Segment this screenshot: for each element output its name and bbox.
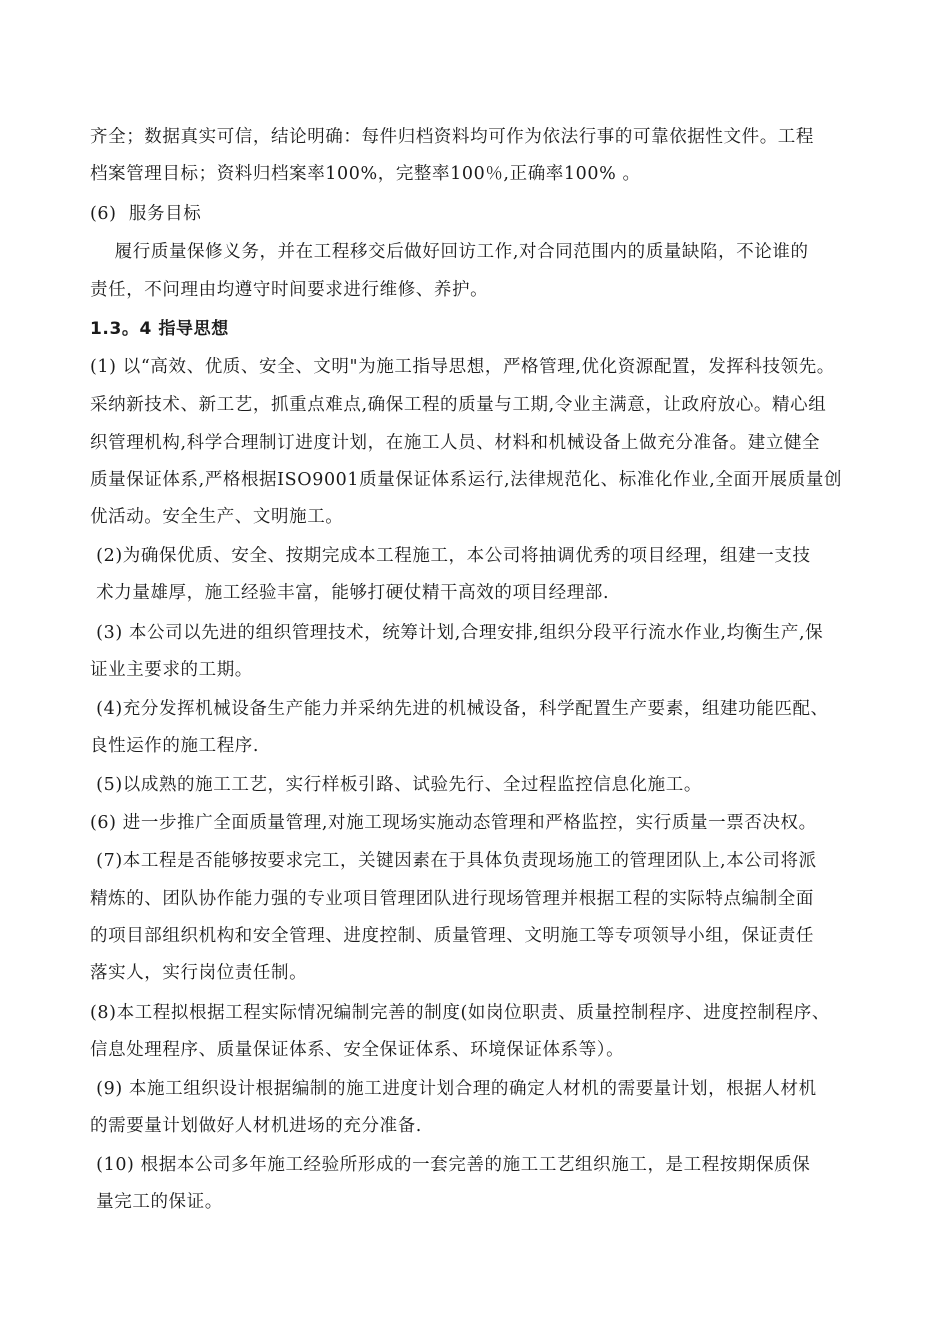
text-line: (6) 进一步推广全面质量管理,对施工现场实施动态管理和严格监控，实行质量一票否决权。 (90, 813, 817, 833)
text-line: 履行质量保修义务，并在工程移交后做好回访工作,对合同范围内的质量缺陷，不论谁的 (90, 242, 809, 262)
text-line: 量完工的保证。 (90, 1192, 223, 1212)
text-line: 精炼的、团队协作能力强的专业项目管理团队进行现场管理并根据工程的实际特点编制全面 (90, 889, 814, 909)
text-line: 信息处理程序、质量保证体系、安全保证体系、环境保证体系等）。 (90, 1040, 625, 1060)
text-line: 齐全；数据真实可信，结论明确：每件归档资料均可作为依法行事的可靠依据性文件。工程 (90, 127, 814, 147)
section-heading: 1.3。4 指导思想 (90, 319, 229, 339)
text-line: (1) 以“高效、优质、安全、文明"为施工指导思想，严格管理,优化资源配置，发挥科技领先。 (90, 357, 835, 377)
text-line: (5)以成熟的施工工艺，实行样板引路、试验先行、全过程监控信息化施工。 (90, 775, 702, 795)
text-line: (8)本工程拟根据工程实际情况编制完善的制度(如岗位职责、质量控制程序、进度控制程序、 (90, 1003, 830, 1023)
text-line: (9) 本施工组织设计根据编制的施工进度计划合理的确定人材机的需要量计划，根据人材机 (90, 1079, 817, 1099)
text-line: 采纳新技术、新工艺，抓重点难点,确保工程的质量与工期,令业主满意，让政府放心。精心组 (90, 395, 827, 415)
text-line: 优活动。安全生产、文明施工。 (90, 507, 344, 527)
text-line: (10) 根据本公司多年施工经验所形成的一套完善的施工工艺组织施工，是工程按期保质保 (90, 1155, 811, 1175)
text-line: (3) 本公司以先进的组织管理技术，统筹计划,合理安排,组织分段平行流水作业,均衡生产,保 (90, 623, 824, 643)
text-line: 证业主要求的工期。 (90, 660, 253, 680)
text-line: (4)充分发挥机械设备生产能力并采纳先进的机械设备，科学配置生产要素，组建功能匹配、 (90, 699, 829, 719)
text-line: 落实人，实行岗位责任制。 (90, 963, 308, 983)
text-line: 的需要量计划做好人材机进场的充分准备. (90, 1116, 422, 1136)
section-subheading: (6) 服务目标 (90, 204, 202, 224)
text-line: (2)为确保优质、安全、按期完成本工程施工，本公司将抽调优秀的项目经理，组建一支技 (90, 546, 811, 566)
text-line: 质量保证体系,严格根据ISO9001质量保证体系运行,法律规范化、标准化作业,全面开展质量创 (90, 470, 843, 490)
text-line: 的项目部组织机构和安全管理、进度控制、质量管理、文明施工等专项领导小组，保证责任 (90, 926, 814, 946)
text-line: 良性运作的施工程序. (90, 736, 260, 756)
text-line: 术力量雄厚，施工经验丰富，能够打硬仗精干高效的项目经理部. (90, 583, 610, 603)
text-line: 档案管理目标；资料归档案率100%，完整率100％,正确率100% 。 (90, 164, 641, 184)
text-line: 织管理机构,科学合理制订进度计划，在施工人员、材料和机械设备上做充分准备。建立健全 (90, 433, 821, 453)
text-line: 责任，不问理由均遵守时间要求进行维修、养护。 (90, 280, 489, 300)
text-line: (7)本工程是否能够按要求完工，关键因素在于具体负责现场施工的管理团队上,本公司将派 (90, 851, 817, 871)
